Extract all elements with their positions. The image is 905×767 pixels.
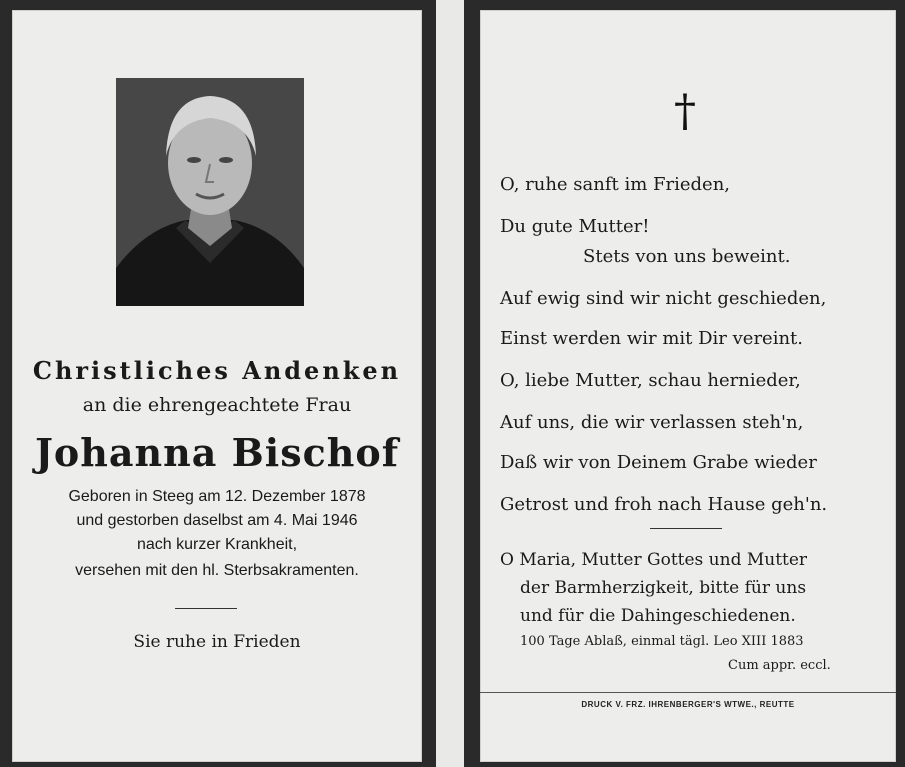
portrait-photo: [116, 78, 304, 306]
prayer-line: und für die Dahingeschiedenen.: [520, 606, 796, 626]
card-heading: Christliches Andenken: [32, 356, 402, 385]
deceased-name: Johanna Bischof: [34, 430, 400, 475]
indulgence-note: 100 Tage Ablaß, einmal tägl. Leo XIII 1883: [520, 634, 804, 649]
birth-line: Geboren in Steeg am 12. Dezember 1878: [68, 488, 366, 505]
printer-imprint: DRUCK V. FRZ. IHRENBERGER'S WTWE., REUTTE: [581, 700, 795, 709]
illness-line: nach kurzer Krankheit,: [136, 536, 298, 553]
closing-line: Sie ruhe in Frieden: [133, 632, 301, 652]
poem-line: Daß wir von Deinem Grabe wieder: [500, 452, 817, 473]
approval-note: Cum appr. eccl.: [728, 658, 831, 673]
poem-line: Einst werden wir mit Dir vereint.: [500, 328, 804, 349]
prayer-line: O Maria, Mutter Gottes und Mutter: [500, 550, 808, 570]
poem-line: Stets von uns beweint.: [583, 246, 791, 267]
poem-line: Auf uns, die wir verlassen steh'n,: [500, 412, 804, 433]
poem-line: O, ruhe sanft im Frieden,: [500, 174, 731, 195]
left-card: [12, 10, 422, 762]
card-subheading: an die ehrengeachtete Frau: [82, 394, 352, 416]
death-line: und gestorben daselbst am 4. Mai 1946: [76, 512, 358, 529]
poem-line: O, liebe Mutter, schau hernieder,: [500, 370, 801, 391]
sacraments-line: versehen mit den hl. Sterbsakramenten.: [75, 562, 359, 579]
poem-line: Du gute Mutter!: [500, 216, 650, 237]
portrait-image: [116, 78, 304, 306]
poem-line: Auf ewig sind wir nicht geschieden,: [500, 288, 827, 309]
prayer-line: der Barmherzigkeit, bitte für uns: [520, 578, 807, 598]
poem-line: Getrost und froh nach Hause geh'n.: [500, 494, 828, 515]
divider: [650, 528, 722, 529]
card-gutter: [436, 0, 464, 767]
footer-rule: [480, 692, 896, 693]
cross-icon: †: [674, 86, 696, 137]
right-card: [480, 10, 896, 762]
divider: [175, 608, 237, 609]
